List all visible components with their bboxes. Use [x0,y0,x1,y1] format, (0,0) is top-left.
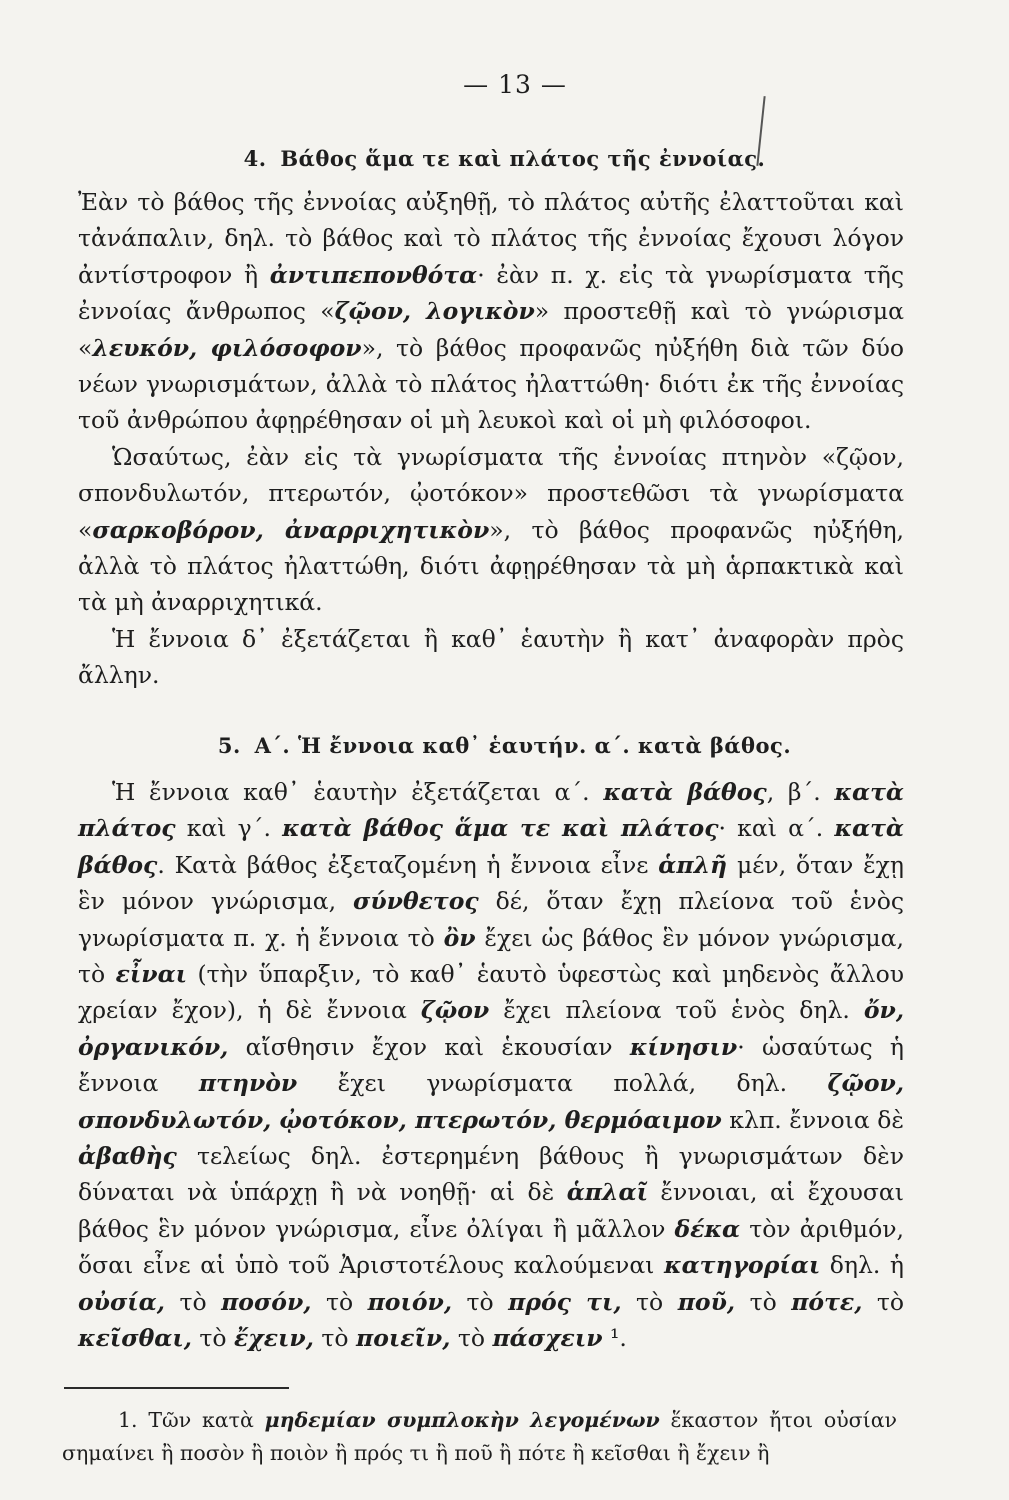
text-run: Ἡ ἔννοια δ᾽ ἐξετάζεται ἢ καθ᾽ ἑαυτὴν ἢ κατ᾽ ἀναφορὰν πρὸς ἄλλην. [78,624,904,690]
text-run: · καὶ α΄. [718,814,835,843]
section-5-body [78,774,904,1357]
text-run: μέν, ὅταν ἔχῃ ἓν μόνον γνώρισμα, [78,850,904,916]
text-run: Ἡ ἔννοια καθ᾽ ἑαυτὴν ἐξετάζεται α΄. [112,778,604,806]
text-run: 1. Τῶν κατὰ [118,1408,265,1432]
footnote [62,1404,897,1470]
text-run: δέ, ὅταν ἔχῃ πλείονα τοῦ ἑνὸς γνωρίσματα π. χ. ἡ ἔννοια τὸ [78,887,904,952]
text-run: τὸ [735,1287,792,1316]
emphasis-term: κατὰ βάθος [78,814,904,879]
paragraph [78,184,904,439]
text-run: ἔχει πλείονα τοῦ ἑνὸς δηλ. [489,996,864,1025]
section-4-title: Βάθος ἅμα τε καὶ πλάτος τῆς ἐννοίας. [280,146,766,171]
emphasis-term: ποῦ, [677,1287,736,1316]
emphasis-term: ἁπλαῖ [566,1178,648,1207]
text-run: Ὡσαύτως, ἐὰν εἰς τὰ γνωρίσματα τῆς ἐννοίας πτηνὸν «ζῷον, σπονδυλωτόν, πτερωτόν, ᾠοτόκον» προστεθῶσι τὰ γνωρίσματα « [78,442,904,544]
text-run: τὸ [450,1324,493,1353]
footnote-separator [64,1387,289,1389]
emphasis-term: ζῷον [420,996,490,1025]
emphasis-term: ἁπλῆ [658,850,728,879]
emphasis-term: πάσχειν [492,1324,603,1353]
text-run: Ἐὰν τὸ βάθος τῆς ἐννοίας αὐξηθῇ, τὸ πλάτος αὐτῆς ἐλαττοῦται καὶ τἀνάπαλιν, δηλ. τὸ βάθος καὶ τὸ πλάτος τῆς ἐννοίας ἔχουσι λόγον ἀντίστροφον ἢ [78,188,904,289]
text-run: καὶ γ΄. [175,814,283,843]
text-run: . Κατὰ βάθος ἐξεταζομένη ἡ ἔννοια εἶνε [157,850,659,879]
text-run: τὸ [452,1287,509,1316]
emphasis-term: μηδεμίαν συμπλοκὴν λεγομένων [264,1408,660,1432]
text-run: δηλ. ἡ [820,1251,904,1280]
paragraph [78,439,904,621]
page-number: — 13 — [463,70,567,99]
section-5-title: Α΄. Ἡ ἔννοια καθ᾽ ἑαυτήν. α΄. κατὰ βάθος. [254,733,792,758]
emphasis-term: λευκόν, φιλόσοφον [92,333,362,362]
emphasis-term: ἀβαθὴς [78,1142,177,1171]
text-run: τὸ [621,1287,678,1316]
text-run: », τὸ βάθος προφανῶς ηὐξήθη διὰ τῶν δύο νέων γνωρισμάτων, ἀλλὰ τὸ πλάτος ἠλαττώθη· διότι ἐκ τῆς ἐννοίας τοῦ ἀνθρώπου ἀφῃρέθησαν οἱ μὴ λευκοὶ καὶ οἱ μὴ φιλόσοφοι. [78,333,904,435]
text-run: τὸ [164,1287,222,1316]
text-run: », τὸ βάθος προφανῶς ηὐξήθη, ἀλλὰ τὸ πλάτος ἠλαττώθη, διότι ἀφῃρέθησαν τὰ μὴ ἁρπακτικὰ καὶ τὰ μὴ ἀναρριχητικά. [78,515,905,617]
text-run: τὸ [311,1287,368,1316]
text-run: ἔχει γνωρίσματα πολλά, δηλ. [297,1069,828,1098]
text-run: τὸν ἀριθμόν, ὅσαι εἶνε αἱ ὑπὸ τοῦ Ἀριστοτέλους καλούμεναι [78,1214,904,1280]
section-5-number: 5. [217,733,241,758]
emphasis-term: ποιόν, [367,1287,453,1316]
paragraph [78,621,904,694]
emphasis-term: πότε, [791,1287,863,1316]
emphasis-term: ζῷον, λογικὸν [334,297,535,326]
text-run: » προστεθῇ καὶ τὸ γνώρισμα « [78,297,904,362]
text-run: ἕκαστον ἤτοι οὐσίαν σημαίνει ἢ ποσὸν ἢ ποιὸν ἢ πρός τι ἢ ποῦ ἢ πότε ἢ κεῖσθαι ἢ ἔχειν ἢ [62,1408,898,1465]
emphasis-term: ποσόν, [221,1287,312,1316]
text-run: ἔννοιαι, αἱ ἔχουσαι βάθος ἓν μόνον γνώρισμα, εἶνε ὀλίγαι ἢ μᾶλλον [78,1178,904,1243]
emphasis-term: δέκα [674,1214,741,1243]
text-run: τὸ [191,1324,235,1353]
emphasis-term: ποιεῖν, [356,1324,451,1353]
emphasis-term: οὐσία, [78,1287,165,1316]
section-4-number: 4. [243,146,267,171]
emphasis-term: κίνησιν [629,1032,738,1061]
section-4-heading [0,146,1009,171]
emphasis-term: πτηνὸν [198,1069,298,1098]
emphasis-term: κατὰ βάθος ἅμα τε καὶ πλάτος [282,814,719,843]
emphasis-term: εἶναι [115,960,188,989]
text-run: · ἐὰν π. χ. εἰς τὰ γνωρίσματα τῆς ἐννοίας ἄνθρωπος « [78,260,904,326]
emphasis-term: πρός τι, [508,1287,622,1316]
emphasis-term: κεῖσθαι, [78,1324,192,1353]
section-4-body [78,184,904,694]
text-run: , β΄. [766,778,835,806]
emphasis-term: κατηγορίαι [663,1251,821,1280]
emphasis-term: ζῷον, σπονδυλωτόν, ᾠοτόκον, πτερωτόν, θερμόαιμον [78,1069,905,1134]
emphasis-term: σύνθετος [353,887,479,916]
text-run: ¹. [602,1324,627,1353]
section-5-heading [0,733,1009,758]
text-run: τελείως δηλ. ἐστερημένη βάθους ἢ γνωρισμάτων δὲν δύναται νὰ ὑπάρχῃ ἢ νὰ νοηθῇ· αἱ δὲ [78,1142,904,1207]
emphasis-term: σαρκοβόρον, ἀναρριχητικὸν [92,515,490,544]
text-run: τὸ [862,1287,905,1316]
text-run: τὸ [313,1324,356,1353]
emphasis-term: κατὰ βάθος [603,778,767,806]
paragraph [78,774,904,1357]
text-run: κλπ. ἔννοια δὲ [721,1105,904,1134]
emphasis-term: ἔχειν, [234,1324,314,1353]
text-run: ἔχει ὡς βάθος ἓν μόνον γνώρισμα, τὸ [78,923,904,989]
emphasis-term: ὂν [443,923,476,952]
text-run: αἴσθησιν ἔχον καὶ ἑκουσίαν [228,1032,630,1061]
emphasis-term: ὄν, ὀργανικόν, [78,996,905,1061]
text-run: · ὡσαύτως ἡ ἔννοια [78,1032,904,1098]
emphasis-term: ἀντιπεπονθότα [269,260,478,289]
emphasis-term: κατὰ πλάτος [78,778,904,843]
text-run: (τὴν ὕπαρξιν, τὸ καθ᾽ ἑαυτὸ ὑφεστὼς καὶ μηδενὸς ἄλλου χρείαν ἔχον), ἡ δὲ ἔννοια [78,960,905,1025]
